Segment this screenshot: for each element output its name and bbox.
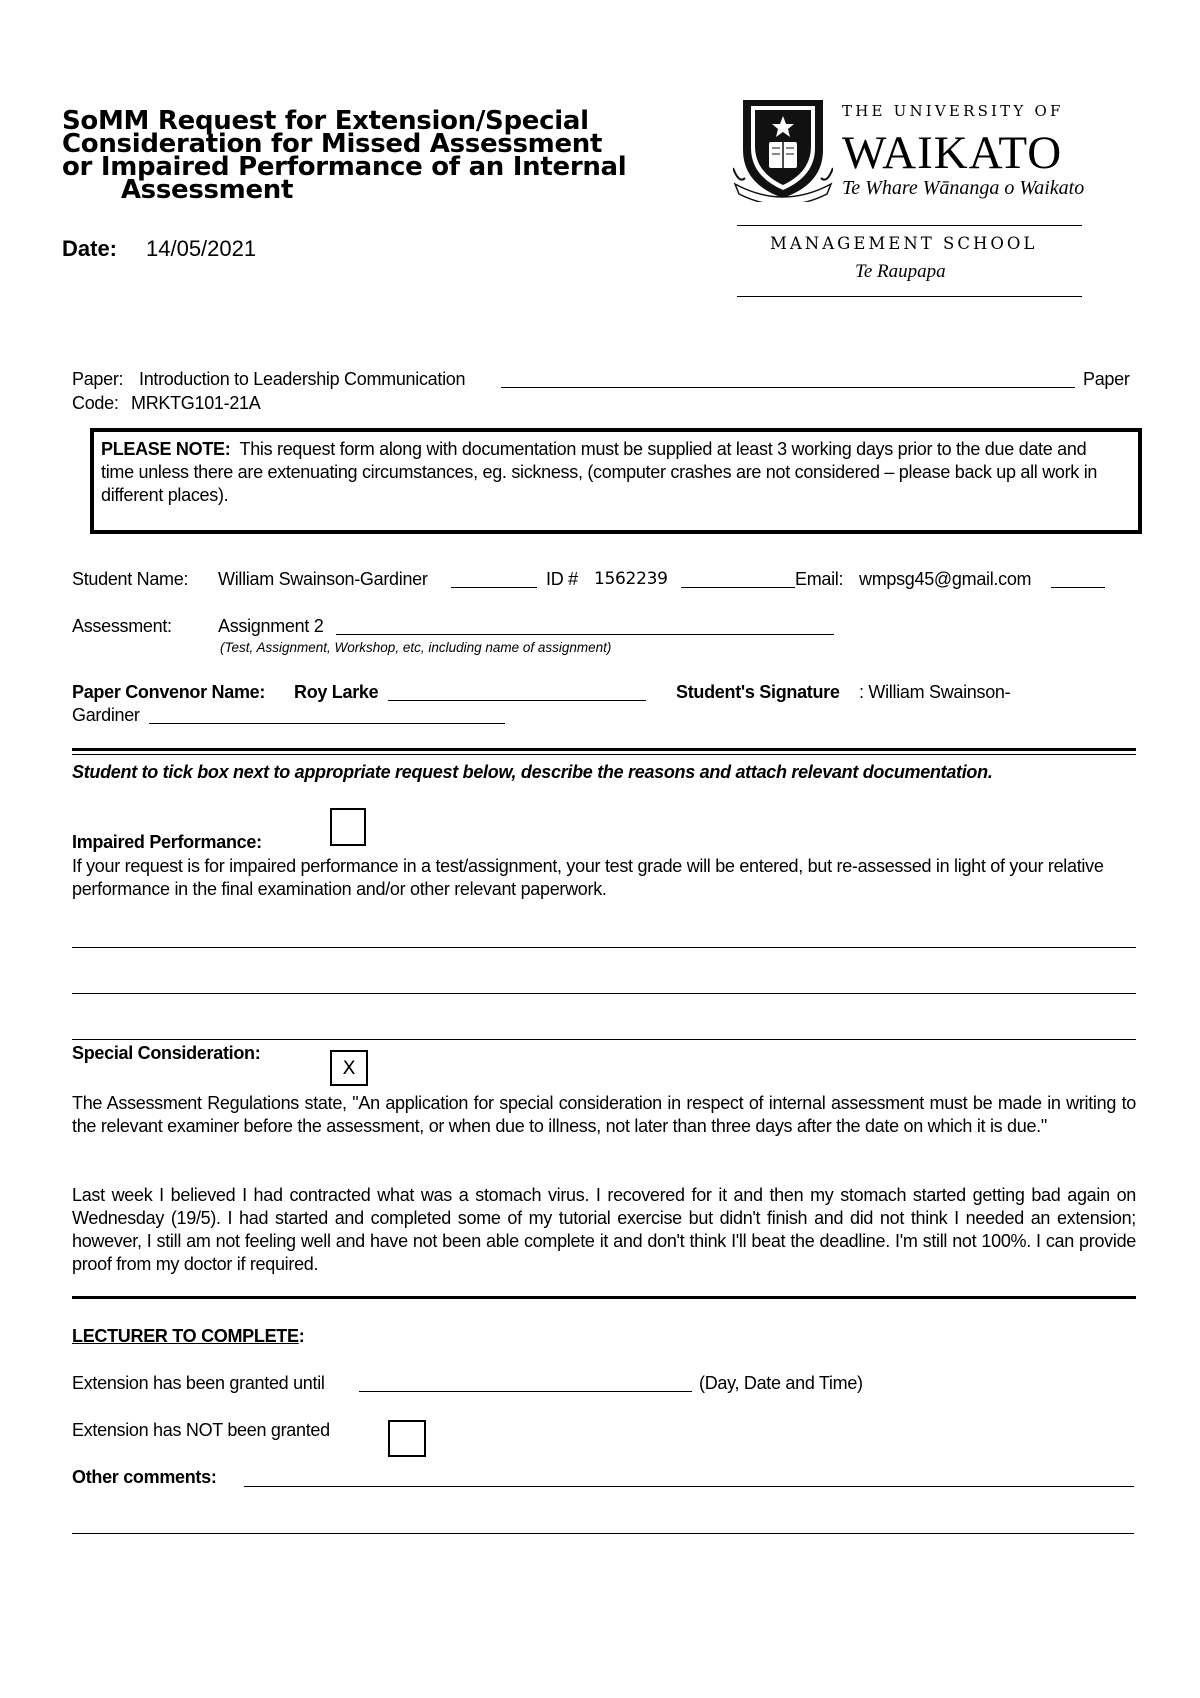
assessment-field[interactable]: Assignment 2 bbox=[218, 616, 324, 636]
lecturer-heading-text: LECTURER TO COMPLETE bbox=[72, 1326, 299, 1346]
date-label: Date: bbox=[62, 236, 118, 261]
lecturer-heading bbox=[72, 1326, 304, 1347]
granted-date-field[interactable] bbox=[359, 1371, 692, 1392]
email-underline bbox=[1051, 567, 1105, 588]
title-line-4: Assessment bbox=[120, 175, 294, 205]
comments-line-1[interactable] bbox=[244, 1486, 1134, 1487]
special-regulation: The Assessment Regulations state, "An application for special consideration in respect of internal assessment must be made in writing to the relevant examiner before the assessment, or when due to illness, not later than three days after the date on which it is due." bbox=[72, 1093, 1136, 1136]
signature-value[interactable]: : William Swainson- bbox=[859, 682, 1011, 702]
assessment-underline bbox=[336, 614, 834, 635]
signature-label: Student's Signature bbox=[676, 682, 840, 702]
logo-waikato: WAIKATO bbox=[842, 127, 1063, 179]
student-id-label: ID # bbox=[546, 569, 578, 589]
form-title bbox=[62, 106, 627, 205]
student-id-field[interactable]: 1562239 bbox=[594, 569, 668, 589]
comments-line-2[interactable] bbox=[72, 1533, 1134, 1534]
section-rule-thin bbox=[72, 754, 1136, 755]
lecturer-rule bbox=[72, 1296, 1136, 1299]
not-granted-label: Extension has NOT been granted bbox=[72, 1420, 330, 1440]
date-value: 14/05/2021 bbox=[146, 236, 257, 261]
special-reason[interactable]: Last week I believed I had contracted what was a stomach virus. I recovered for it and then my stomach started getting bad again on Wednesday (19/5). I had started and completed some of my tutorial exercise but didn't finish and did not think I needed an extension; however, I still am not feeling well and have not been able complete it and don't think I'll beat the deadline. I'm still not 100%. I can provide proof from my doctor if required. bbox=[72, 1185, 1136, 1274]
convenor-name[interactable]: Roy Larke bbox=[294, 682, 379, 702]
impaired-answer-line-3[interactable] bbox=[72, 1039, 1136, 1040]
paper-code: MRKTG101-21A bbox=[131, 393, 261, 413]
convenor-underline bbox=[388, 680, 646, 701]
please-note-text: This request form along with documentation must be supplied at least 3 working days prior to the due date and time unless there are extenuating circumstances, eg. sickness, (computer crashes are not considered – please back up all work in different places). bbox=[101, 439, 1098, 505]
logo-university-of: THE UNIVERSITY OF bbox=[842, 102, 1064, 120]
logo-rule-bottom bbox=[737, 296, 1082, 297]
logo-management-school: MANAGEMENT SCHOOL bbox=[770, 234, 1038, 253]
paper-code-label-a: Paper bbox=[1083, 369, 1130, 389]
student-id-underline bbox=[681, 567, 795, 588]
title-line-2: Consideration for Missed Assessment bbox=[62, 129, 603, 159]
impaired-answer-line-2[interactable] bbox=[72, 993, 1136, 994]
special-checkbox[interactable]: X bbox=[330, 1050, 368, 1086]
paper-label: Paper: bbox=[72, 369, 124, 389]
paper-name: Introduction to Leadership Communication bbox=[139, 369, 466, 389]
student-name-underline bbox=[451, 567, 537, 588]
not-granted-checkbox[interactable] bbox=[388, 1420, 426, 1457]
email-field[interactable]: wmpsg45@gmail.com bbox=[859, 569, 1032, 589]
impaired-checkbox[interactable] bbox=[330, 808, 366, 846]
title-line-3: or Impaired Performance of an Internal bbox=[62, 152, 627, 182]
signature-value-cont: Gardiner bbox=[72, 705, 140, 725]
lecturer-heading-colon: : bbox=[298, 1326, 305, 1346]
special-label: Special Consideration: bbox=[72, 1043, 261, 1063]
paper-code-label-b: Code: bbox=[72, 393, 119, 413]
student-name-field[interactable]: William Swainson-Gardiner bbox=[218, 569, 428, 589]
email-label: Email: bbox=[795, 569, 844, 589]
granted-label: Extension has been granted until bbox=[72, 1373, 325, 1393]
assessment-hint: (Test, Assignment, Workshop, etc, including name of assignment) bbox=[220, 640, 612, 655]
section-rule-thick bbox=[72, 748, 1136, 751]
paper-name-underline bbox=[501, 367, 1075, 388]
impaired-description: If your request is for impaired performance in a test/assignment, your test grade will be entered, but re-assessed in light of your relative performance in the final examination and/or other relevant paperwork. bbox=[72, 856, 1104, 899]
instruction: Student to tick box next to appropriate request below, describe the reasons and attach relevant documentation. bbox=[72, 762, 993, 782]
logo-rule-top bbox=[737, 225, 1082, 226]
impaired-label: Impaired Performance: bbox=[72, 832, 262, 852]
title-line-1: SoMM Request for Extension/Special bbox=[62, 106, 589, 136]
impaired-answer-line-1[interactable] bbox=[72, 947, 1136, 948]
comments-label: Other comments: bbox=[72, 1467, 217, 1487]
logo-te-raupapa: Te Raupapa bbox=[855, 261, 946, 282]
logo-maori-name: Te Whare Wānanga o Waikato bbox=[842, 177, 1085, 199]
convenor-label: Paper Convenor Name: bbox=[72, 682, 266, 702]
please-note-label: PLEASE NOTE: bbox=[101, 439, 231, 459]
university-crest-icon bbox=[733, 98, 833, 202]
signature-underline bbox=[149, 703, 505, 724]
student-name-label: Student Name: bbox=[72, 569, 189, 589]
granted-suffix: (Day, Date and Time) bbox=[699, 1373, 863, 1393]
assessment-label: Assessment: bbox=[72, 616, 172, 636]
please-note bbox=[101, 438, 1121, 507]
